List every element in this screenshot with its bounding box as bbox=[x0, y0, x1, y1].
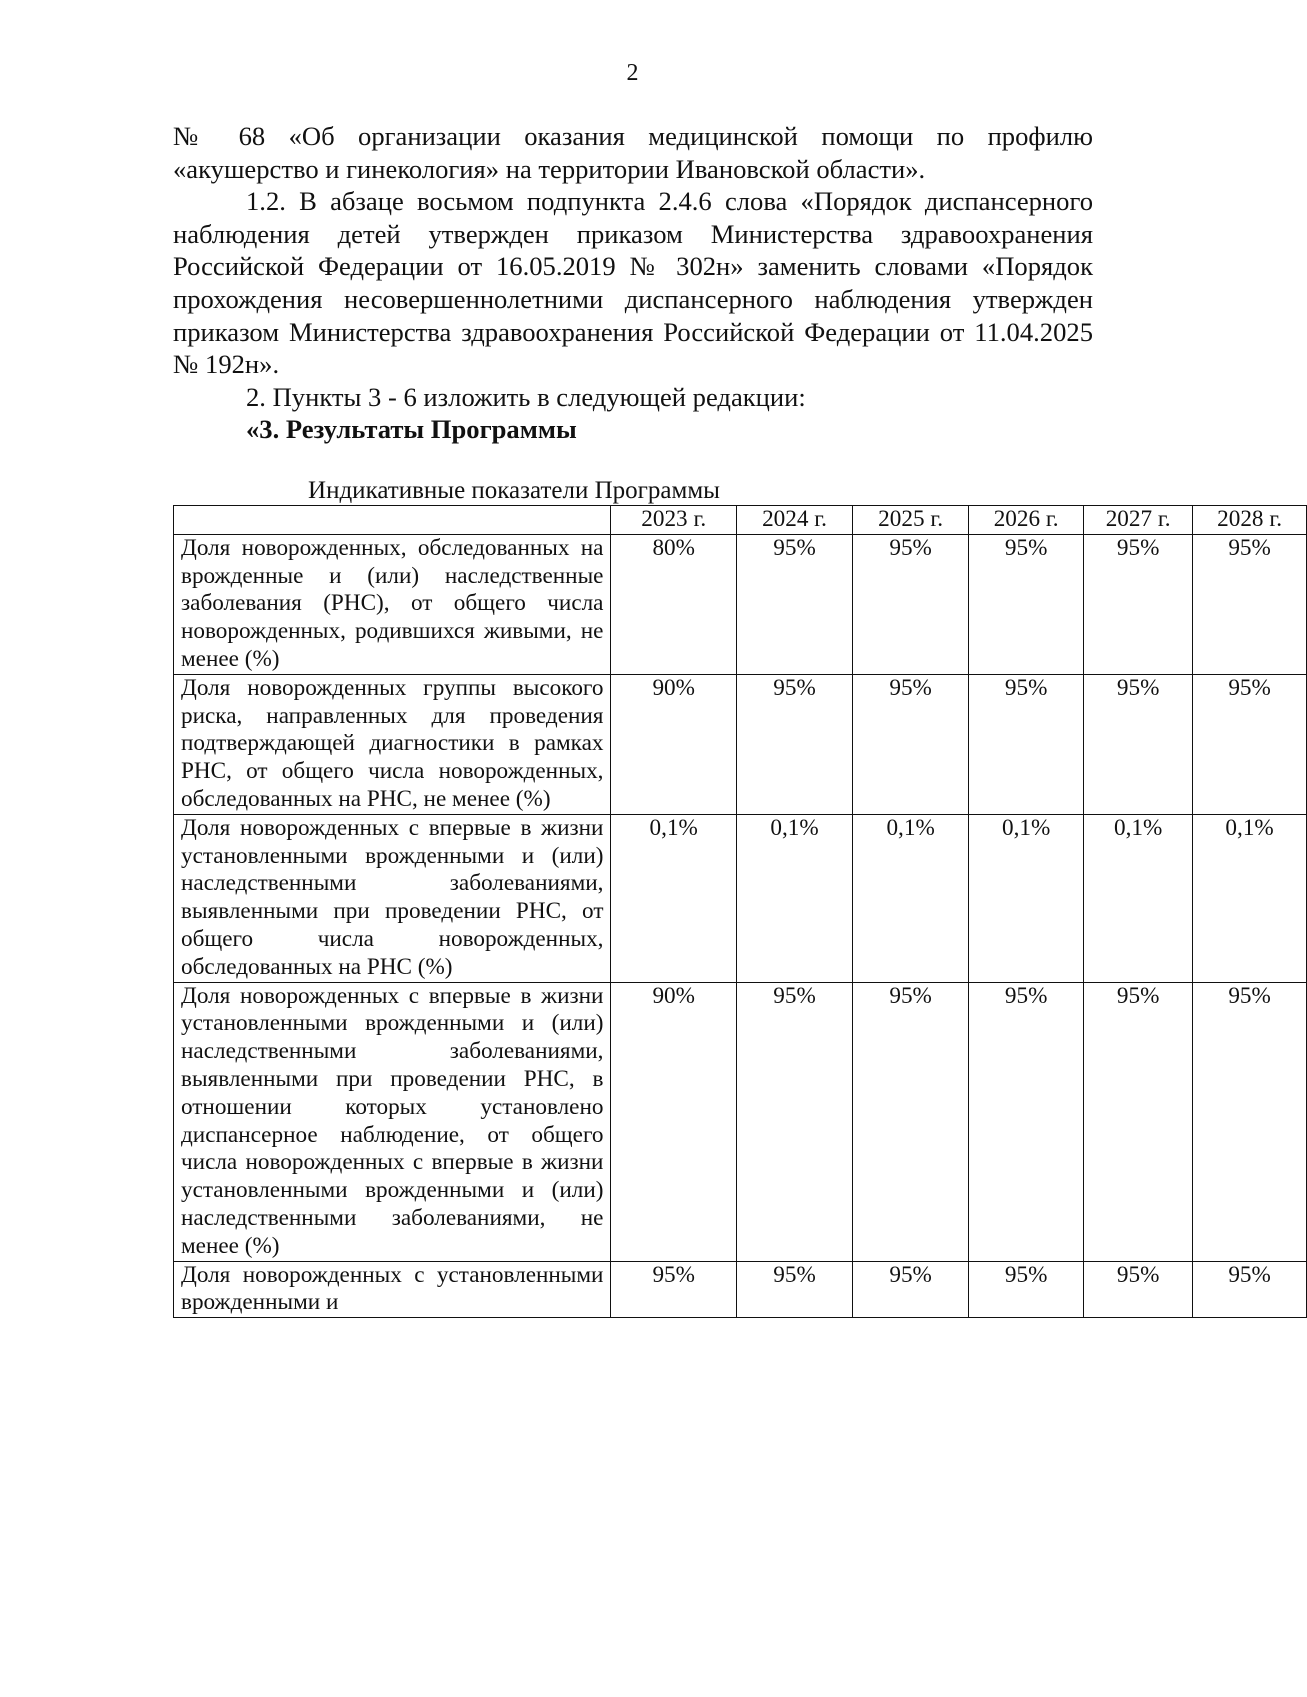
header-year-2024: 2024 г. bbox=[736, 506, 852, 535]
header-year-2023: 2023 г. bbox=[611, 506, 736, 535]
indicator-value: 0,1% bbox=[611, 814, 736, 982]
indicator-value: 95% bbox=[969, 674, 1084, 814]
table-header-row bbox=[174, 506, 1307, 535]
indicator-value: 95% bbox=[736, 1261, 852, 1318]
table-row bbox=[174, 982, 1307, 1261]
indicator-value: 95% bbox=[1084, 982, 1193, 1261]
indicator-value: 0,1% bbox=[853, 814, 969, 982]
indicator-label: Доля новорожденных, обследованных на врожденные и (или) наследственные заболевания (РНС), от общего числа новорожденных, родившихся живыми, не менее (%) bbox=[174, 534, 611, 674]
header-corner-cell bbox=[174, 506, 611, 535]
indicator-value: 95% bbox=[853, 534, 969, 674]
indicator-value: 95% bbox=[1193, 1261, 1307, 1318]
indicator-value: 0,1% bbox=[736, 814, 852, 982]
indicator-label: Доля новорожденных с впервые в жизни установленными врожденными и (или) наследственными заболеваниями, выявленными при проведении РНС, от общего числа новорожденных, обследованных на РНС (%) bbox=[174, 814, 611, 982]
indicator-value: 90% bbox=[611, 982, 736, 1261]
indicator-value: 0,1% bbox=[1084, 814, 1193, 982]
header-year-2025: 2025 г. bbox=[853, 506, 969, 535]
indicator-value: 95% bbox=[1193, 674, 1307, 814]
page-number: 2 bbox=[626, 60, 639, 86]
indicator-value: 95% bbox=[736, 534, 852, 674]
indicator-label: Доля новорожденных с впервые в жизни установленными врожденными и (или) наследственными заболеваниями, выявленными при проведении РНС, в отношении которых установлено диспансерное наблюдение, от общего числа новорожденных с впервые в жизни установленными врожденными и (или) наследственными заболеваниями, не менее (%) bbox=[174, 982, 611, 1261]
indicator-value: 95% bbox=[969, 534, 1084, 674]
indicator-value: 80% bbox=[611, 534, 736, 674]
table-row bbox=[174, 534, 1307, 674]
indicator-value: 90% bbox=[611, 674, 736, 814]
table-row bbox=[174, 674, 1307, 814]
indicator-value: 95% bbox=[969, 982, 1084, 1261]
indicator-value: 95% bbox=[1084, 674, 1193, 814]
indicator-value: 95% bbox=[736, 674, 852, 814]
indicator-value: 95% bbox=[969, 1261, 1084, 1318]
indicator-value: 95% bbox=[1193, 982, 1307, 1261]
document-body bbox=[173, 120, 1093, 446]
section-heading: «3. Результаты Программы bbox=[246, 414, 577, 445]
indicator-value: 95% bbox=[1084, 1261, 1193, 1318]
indicator-value: 0,1% bbox=[1193, 814, 1307, 982]
indicator-value: 95% bbox=[853, 1261, 969, 1318]
table-row bbox=[174, 814, 1307, 982]
header-year-2027: 2027 г. bbox=[1084, 506, 1193, 535]
indicator-value: 95% bbox=[853, 674, 969, 814]
indicator-label: Доля новорожденных с установленными врожденными и bbox=[174, 1261, 611, 1318]
table-caption: Индикативные показатели Программы bbox=[308, 477, 720, 504]
indicator-label: Доля новорожденных группы высокого риска, направленных для проведения подтверждающей диагностики в рамках РНС, от общего числа новорожденных, обследованных на РНС, не менее (%) bbox=[174, 674, 611, 814]
indicator-value: 95% bbox=[1084, 534, 1193, 674]
indicator-value: 95% bbox=[611, 1261, 736, 1318]
paragraph-order-reference: № 68 «Об организации оказания медицинской помощи по профилю «акушерство и гинекология» на территории Ивановской области». bbox=[173, 121, 1093, 184]
indicator-value: 95% bbox=[853, 982, 969, 1261]
table-row bbox=[174, 1261, 1307, 1318]
indicator-value: 95% bbox=[736, 982, 852, 1261]
indicator-value: 95% bbox=[1193, 534, 1307, 674]
indicator-value: 0,1% bbox=[969, 814, 1084, 982]
paragraph-amendment-2: 2. Пункты 3 - 6 изложить в следующей редакции: bbox=[246, 381, 806, 412]
header-year-2028: 2028 г. bbox=[1193, 506, 1307, 535]
paragraph-amendment-1-2: 1.2. В абзаце восьмом подпункта 2.4.6 слова «Порядок диспансерного наблюдения детей утвержден приказом Министерства здравоохранения Российской Федерации от 16.05.2019 № 302н» заменить словами «Порядок прохождения несовершеннолетними диспансерного наблюдения утвержден приказом Министерства здравоохранения Российской Федерации от 11.04.2025 № 192н». bbox=[173, 186, 1093, 380]
indicators-table bbox=[173, 505, 1307, 1318]
header-year-2026: 2026 г. bbox=[969, 506, 1084, 535]
